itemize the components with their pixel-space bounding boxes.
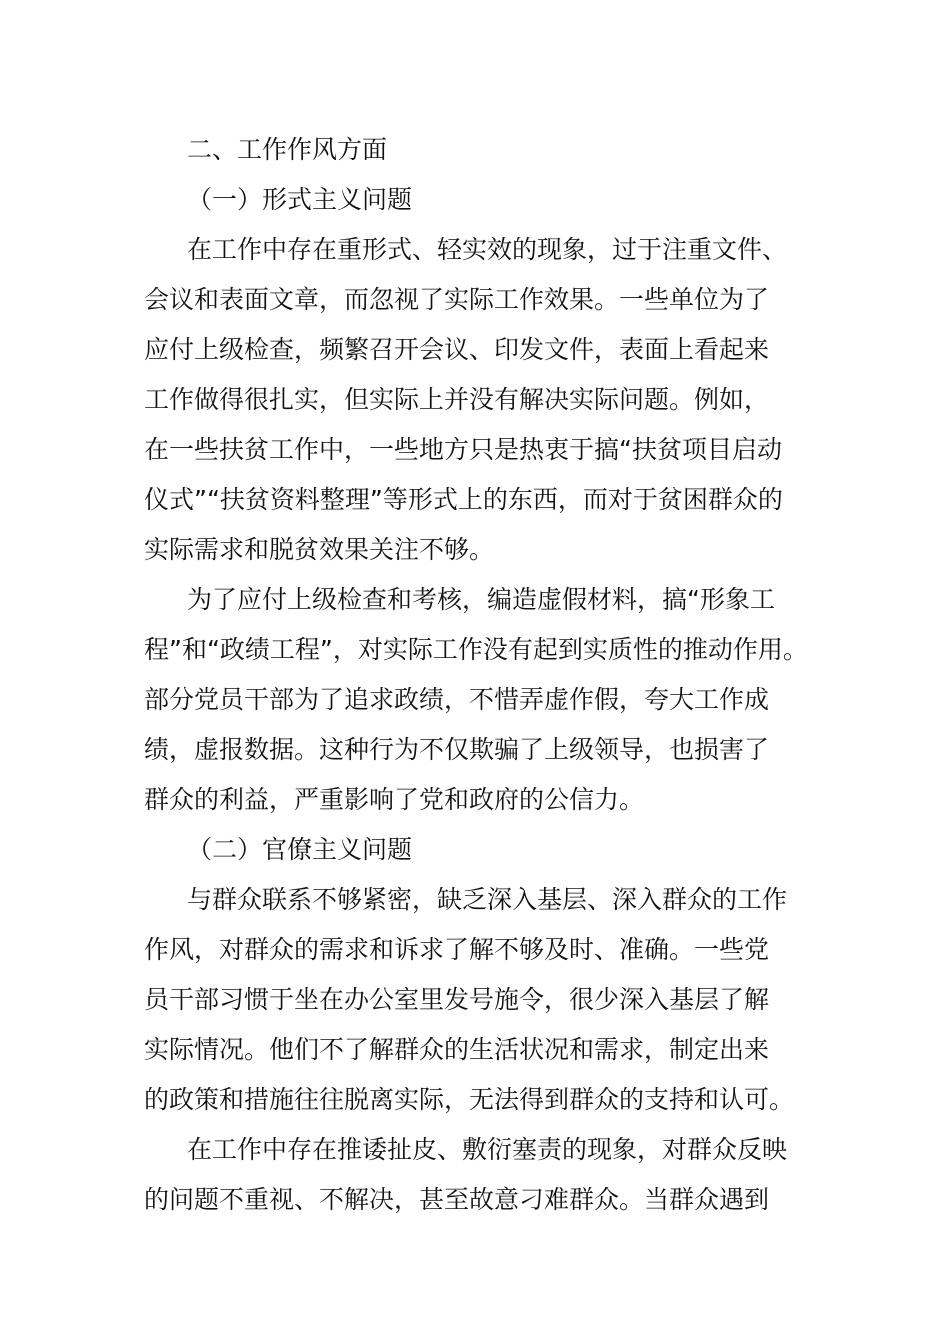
paragraph-line: 群众的利益，严重影响了党和政府的公信力。	[144, 785, 645, 814]
paragraph-line: 的政策和措施往往脱离实际，无法得到群众的支持和认可。	[144, 1085, 795, 1114]
paragraph-line: 为了应付上级检查和考核，编造虚假材料，搞“形象工	[187, 585, 775, 614]
paragraph-3	[144, 875, 806, 1125]
paragraph-line: 在工作中存在重形式、轻实效的现象，过于注重文件、	[187, 235, 788, 264]
paragraph-line: 仪式”“扶贫资料整理”等形式上的东西，而对于贫困群众的	[144, 485, 783, 514]
subsection-title-formalism: （一）形式主义问题	[187, 185, 413, 214]
paragraph-line: 在工作中存在推诿扯皮、敷衍塞责的现象，对群众反映	[187, 1135, 788, 1164]
paragraph-line: 在一些扶贫工作中，一些地方只是热衷于搞“扶贫项目启动	[144, 435, 782, 464]
subsection-title-bureaucracy: （二）官僚主义问题	[187, 835, 413, 864]
paragraph-line: 应付上级检查，频繁召开会议、印发文件，表面上看起来	[144, 335, 770, 364]
paragraph-line: 作风，对群众的需求和诉求了解不够及时、准确。一些党	[144, 935, 770, 964]
paragraph-line: 的问题不重视、不解决，甚至故意刁难群众。当群众遇到	[144, 1185, 770, 1214]
paragraph-1	[144, 225, 806, 575]
paragraph-line: 与群众联系不够紧密，缺乏深入基层、深入群众的工作	[187, 885, 788, 914]
paragraph-line: 部分党员干部为了追求政绩，不惜弄虚作假，夸大工作成	[144, 685, 770, 714]
paragraph-line: 程”和“政绩工程”，对实际工作没有起到实质性的推动作用。	[144, 635, 808, 664]
paragraph-line: 绩，虚报数据。这种行为不仅欺骗了上级领导，也损害了	[144, 735, 770, 764]
paragraph-line: 实际情况。他们不了解群众的生活状况和需求，制定出来	[144, 1035, 770, 1064]
paragraph-line: 工作做得很扎实，但实际上并没有解决实际问题。例如，	[144, 385, 770, 414]
paragraph-line: 实际需求和脱贫效果关注不够。	[144, 535, 495, 564]
paragraph-4	[144, 1125, 806, 1225]
section-heading: 二、工作作风方面	[187, 135, 388, 164]
paragraph-line: 会议和表面文章，而忽视了实际工作效果。一些单位为了	[144, 285, 770, 314]
document-body	[144, 125, 806, 1225]
paragraph-line: 员干部习惯于坐在办公室里发号施令，很少深入基层了解	[144, 985, 770, 1014]
paragraph-2	[144, 575, 806, 825]
